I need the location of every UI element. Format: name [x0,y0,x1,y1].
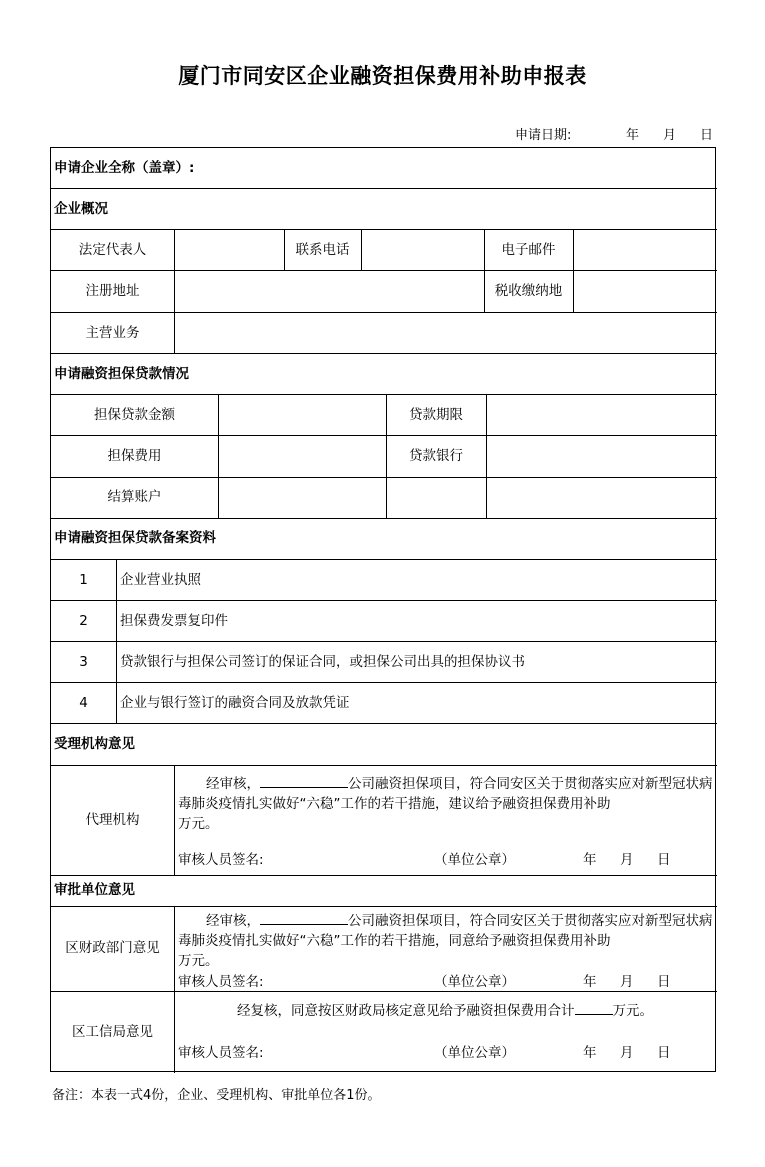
date-day: 日 [700,128,714,143]
loan-term-label: 贷款期限 [409,407,463,423]
material-no: 4 [79,695,88,711]
sign-day: 日 [657,852,671,868]
material-no: 3 [79,654,88,670]
phone-label: 联系电话 [295,242,350,258]
material-text: 担保费发票复印件 [120,613,228,629]
industry-bureau-label: 区工信局意见 [72,1024,153,1040]
accept-heading: 受理机构意见 [54,736,135,752]
agency-opinion: 经审核， 公司融资担保项目，符合同安区关于贯彻落实应对新型冠状病毒肺炎疫情扎实做好“六稳”工作的若干措施，建议给予融资担保费用补助 万元。 [178,776,713,832]
unit-seal: （单位公章） [434,974,515,990]
tax-place-label: 税收缴纳地 [494,283,563,299]
sign-year: 年 [583,852,597,868]
agency-label: 代理机构 [85,812,140,828]
loan-bank-label: 贷款银行 [409,448,463,464]
date-month: 月 [663,128,677,143]
materials-heading: 申请融资担保贷款备案资料 [54,530,216,546]
sign-month: 月 [620,852,634,868]
sign-day: 日 [657,1045,671,1061]
address-label: 注册地址 [85,283,140,299]
settlement-account-label: 结算账户 [107,489,162,505]
material-no: 2 [79,613,88,629]
reviewer-signature: 审核人员签名: [178,1045,264,1061]
date-year: 年 [626,128,640,143]
material-text: 企业营业执照 [120,572,201,588]
sign-month: 月 [620,974,634,990]
industry-bureau-opinion: 经复核，同意按区财政局核定意见给予融资担保费用合计 万元。 [237,1003,653,1019]
material-text: 贷款银行与担保公司签订的保证合同，或担保公司出具的担保协议书 [120,654,525,670]
reviewer-signature: 审核人员签名: [178,974,264,990]
form-title: 厦门市同安区企业融资担保费用补助申报表 [178,64,587,88]
company-name-label: 申请企业全称（盖章）: [54,160,195,176]
sign-year: 年 [583,1045,597,1061]
date-label: 申请日期: [515,128,572,143]
unit-seal: （单位公章） [434,852,515,868]
material-text: 企业与银行签订的融资合同及放款凭证 [120,695,350,711]
material-no: 1 [79,572,88,588]
sign-month: 月 [620,1045,634,1061]
loan-heading: 申请融资担保贷款情况 [54,366,189,382]
business-label: 主营业务 [85,325,140,341]
application-form-table [50,147,716,1072]
email-label: 电子邮件 [501,242,556,258]
loan-amount-label: 担保贷款金额 [94,407,175,423]
finance-dept-opinion: 经审核， 公司融资担保项目，符合同安区关于贯彻落实应对新型冠状病毒肺炎疫情扎实做好“六稳”工作的若干措施，同意给予融资担保费用补助 万元。 [178,913,713,969]
unit-seal: （单位公章） [434,1045,515,1061]
guarantee-fee-label: 担保费用 [107,448,162,464]
legal-rep-label: 法定代表人 [78,242,147,258]
sign-year: 年 [583,974,597,990]
approve-heading: 审批单位意见 [54,882,135,898]
footnote: 备注：本表一式4份，企业、受理机构、审批单位各1份。 [52,1088,381,1103]
overview-heading: 企业概况 [54,201,108,217]
sign-day: 日 [657,974,671,990]
finance-dept-label: 区财政部门意见 [65,940,160,956]
reviewer-signature: 审核人员签名: [178,852,264,868]
